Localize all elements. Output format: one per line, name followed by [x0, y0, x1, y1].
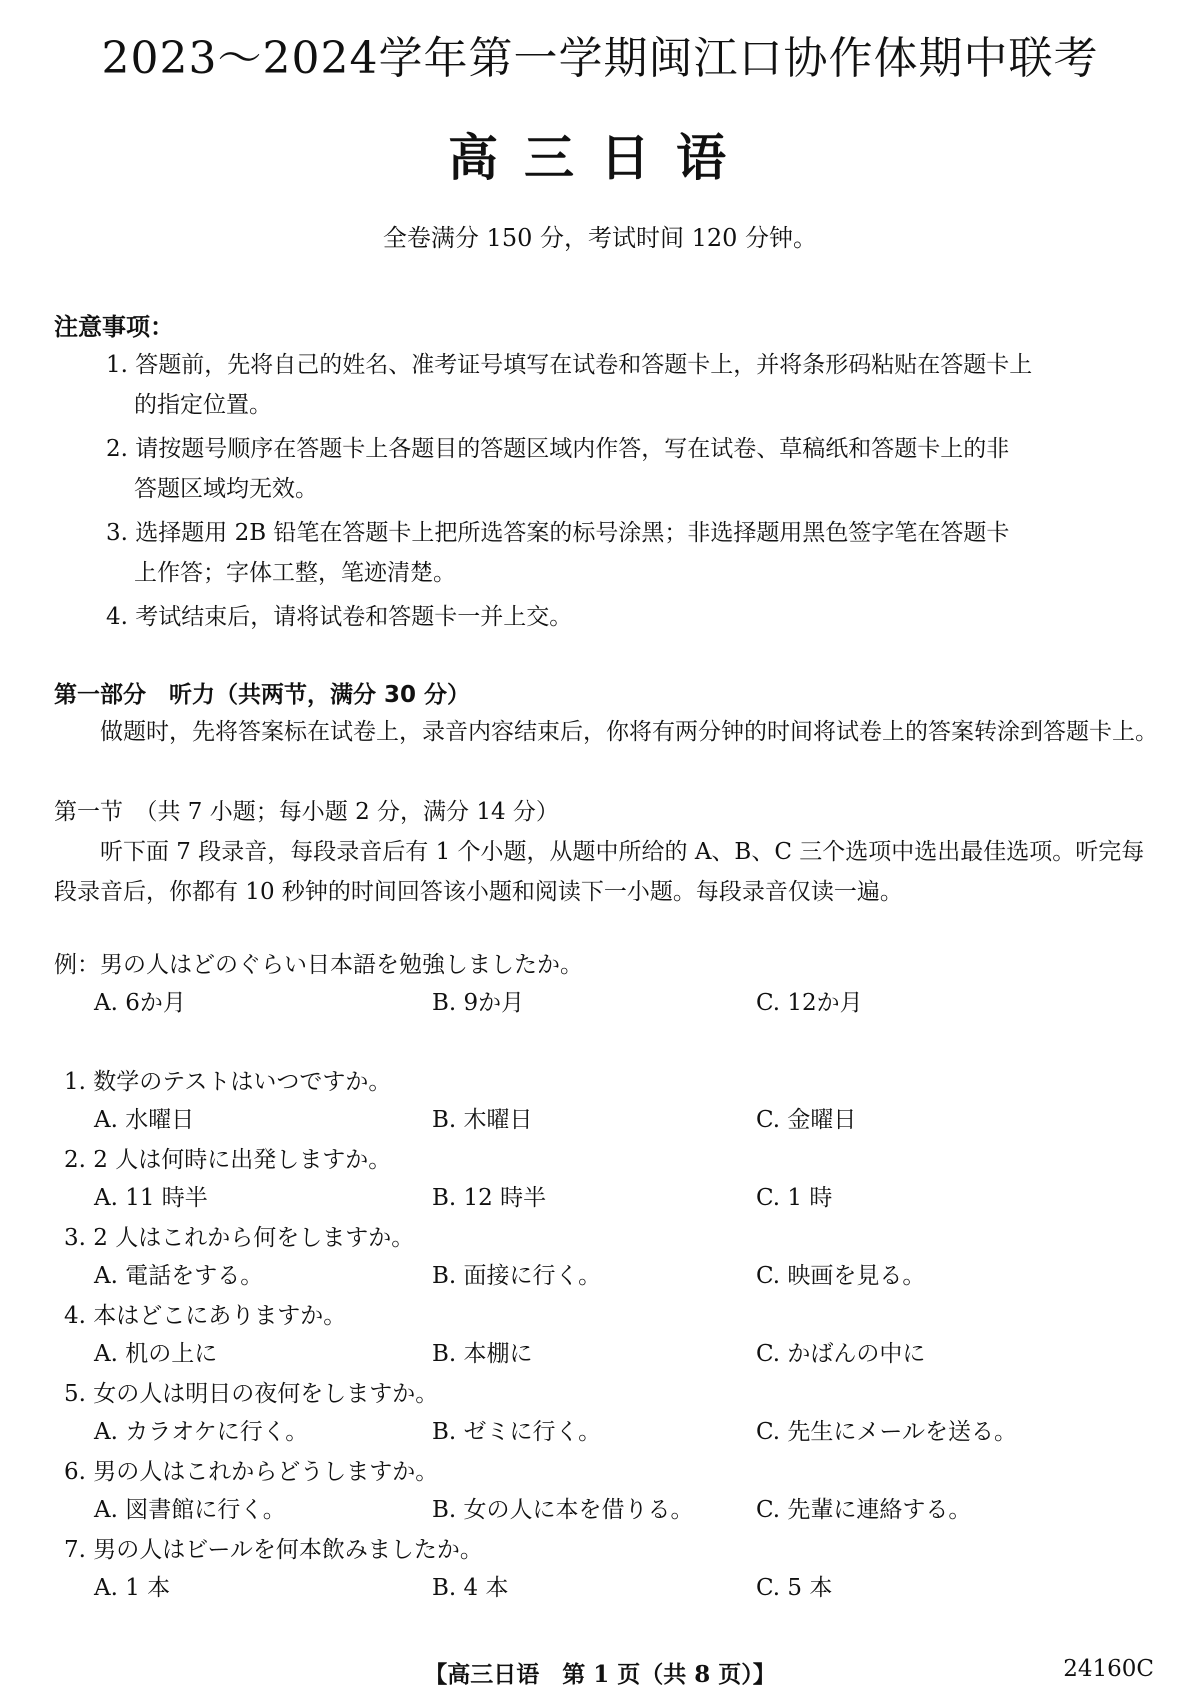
question-options	[54, 1335, 1164, 1375]
notice-item-text: 3. 选择题用 2B 铅笔在答题卡上把所选答案的标号涂黑；非选择题用黑色签字笔在答题卡	[106, 520, 1010, 546]
question-6	[54, 1453, 1164, 1531]
option-b: B. 本棚に	[432, 1341, 533, 1367]
option-a: A. 6か月	[94, 990, 186, 1016]
option-c: C. 映画を見る。	[756, 1263, 926, 1289]
option-b: B. 女の人に本を借りる。	[432, 1497, 694, 1523]
question-stem: 2. 2 人は何時に出発しますか。	[64, 1147, 392, 1173]
question-options	[54, 1491, 1164, 1531]
option-c: C. 1 時	[756, 1185, 833, 1211]
score-line: 全卷满分 150 分，考试时间 120 分钟。	[382, 224, 818, 252]
option-a: A. 机の上に	[94, 1341, 218, 1367]
option-b: B. 面接に行く。	[432, 1263, 602, 1289]
option-b: B. 12 時半	[432, 1185, 547, 1211]
question-3	[54, 1219, 1164, 1297]
option-b: B. 4 本	[432, 1575, 509, 1601]
part1-intro: 做题时，先将答案标在试卷上，录音内容结束后，你将有两分钟的时间将试卷上的答案转涂到答题卡上。	[100, 719, 1158, 745]
question-stem: 3. 2 人はこれから何をしますか。	[64, 1225, 415, 1251]
question-options	[54, 1569, 1164, 1609]
option-a: A. 水曜日	[94, 1107, 195, 1133]
example-question	[54, 946, 1164, 1024]
notice-item-text: 1. 答题前，先将自己的姓名、准考证号填写在试卷和答题卡上，并将条形码粘贴在答题卡上	[106, 352, 1033, 378]
page-footer: 【高三日语 第 1 页（共 8 页）】	[424, 1661, 776, 1688]
notice-item-text: 2. 请按题号顺序在答题卡上各题目的答题区域内作答，写在试卷、草稿纸和答题卡上的非	[106, 436, 1010, 462]
option-a: A. 電話をする。	[94, 1263, 264, 1289]
option-b: B. 9か月	[432, 990, 525, 1016]
question-2	[54, 1141, 1164, 1219]
paper-code: 24160C	[1063, 1656, 1154, 1682]
subject-title: 高三日语	[448, 129, 752, 187]
option-a: A. 1 本	[94, 1575, 171, 1601]
question-stem: 5. 女の人は明日の夜何をしますか。	[64, 1381, 439, 1407]
option-c: C. 12か月	[756, 990, 863, 1016]
notice-heading: 注意事项：	[54, 313, 174, 341]
notice-item-continuation: 上作答；字体工整，笔迹清楚。	[134, 560, 456, 586]
notice-item	[106, 345, 1166, 425]
question-options	[54, 984, 1164, 1024]
exam-title: 2023～2024学年第一学期闽江口协作体期中联考	[101, 33, 1099, 84]
notice-item	[106, 429, 1166, 509]
question-4	[54, 1297, 1164, 1375]
section1-instructions: 听下面 7 段录音，每段录音后有 1 个小题，从题中所给的 A、B、C 三个选项中选出最佳选项。听完每段录音后，你都有 10 秒钟的时间回答该小题和阅读下一小题。每段录音仅读一遍。	[54, 839, 1145, 905]
option-c: C. 先生にメールを送る。	[756, 1419, 1017, 1445]
option-a: A. 図書館に行く。	[94, 1497, 286, 1523]
notice-item	[106, 597, 1166, 637]
option-c: C. 5 本	[756, 1575, 833, 1601]
question-5	[54, 1375, 1164, 1453]
question-options	[54, 1257, 1164, 1297]
option-b: B. ゼミに行く。	[432, 1419, 602, 1445]
question-7	[54, 1531, 1164, 1609]
section1-heading: 第一节 （共 7 小题；每小题 2 分，满分 14 分）	[54, 799, 559, 825]
option-a: A. 11 時半	[94, 1185, 208, 1211]
option-c: C. 先輩に連絡する。	[756, 1497, 972, 1523]
notice-item-continuation: 的指定位置。	[134, 392, 272, 418]
part1-heading: 第一部分 听力（共两节，满分 30 分）	[54, 682, 471, 708]
question-stem: 例：男の人はどのぐらい日本語を勉強しましたか。	[54, 952, 583, 978]
question-1	[54, 1063, 1164, 1141]
notice-list	[106, 345, 1166, 641]
question-options	[54, 1101, 1164, 1141]
notice-item-continuation: 答题区域均无效。	[134, 476, 318, 502]
question-options	[54, 1179, 1164, 1219]
option-c: C. 金曜日	[756, 1107, 857, 1133]
notice-item	[106, 513, 1166, 593]
option-b: B. 木曜日	[432, 1107, 533, 1133]
option-c: C. かばんの中に	[756, 1341, 926, 1367]
question-stem: 1. 数学のテストはいつですか。	[64, 1069, 392, 1095]
question-stem: 7. 男の人はビールを何本飲みましたか。	[64, 1537, 483, 1563]
question-stem: 4. 本はどこにありますか。	[64, 1303, 347, 1329]
question-options	[54, 1413, 1164, 1453]
notice-item-text: 4. 考试结束后，请将试卷和答题卡一并上交。	[106, 604, 573, 630]
question-stem: 6. 男の人はこれからどうしますか。	[64, 1459, 439, 1485]
option-a: A. カラオケに行く。	[94, 1419, 309, 1445]
